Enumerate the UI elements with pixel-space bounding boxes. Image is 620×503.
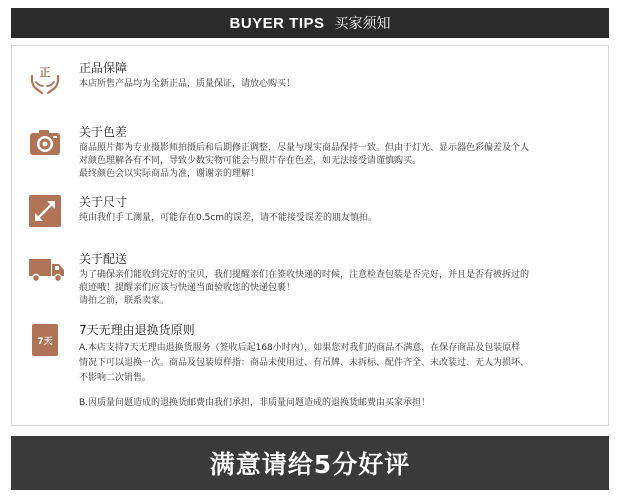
section-text-line: 最终颜色会以实际商品为准，谢谢亲的理解！ [79, 169, 260, 179]
section-text-line: A.本店支持7天无理由退换货服务（签收后起168小时内），如果您对我们的商品不满意，在保存商品及包装原样 [79, 343, 521, 353]
section-text: 本店所售产品均为全新正品，质量保证，请放心购买！ [79, 79, 296, 89]
buyer-tips-header [11, 8, 609, 38]
genuine-guarantee-icon [28, 62, 62, 96]
rating-banner-text: 满意请给5分好评 [209, 450, 411, 479]
resize-arrows-icon [28, 194, 62, 228]
rating-banner [11, 436, 609, 490]
camera-icon [28, 126, 62, 160]
section-text-line: 情况下可以退换一次。商品及包装原样指：商品未使用过、有吊牌、未拆标、配件齐全、未改装过、无人为损坏、 [79, 358, 530, 368]
section-title: 关于尺寸 [79, 195, 128, 209]
section-note: B.因质量问题造成的退换货邮费由我们承担，非质量问题造成的退换货邮费由买家承担！ [79, 398, 431, 408]
tips-panel [11, 45, 609, 426]
section-text: 纯由我们手工测量，可能存在0.5cm的误差，请不能接受误差的朋友慎拍。 [79, 213, 378, 223]
delivery-truck-icon [28, 255, 66, 289]
seven-day-icon-text: 7天 [37, 336, 53, 347]
section-title: 关于色差 [79, 125, 128, 139]
seven-day-return-icon [32, 324, 58, 356]
header-title-en: BUYER TIPS [229, 14, 325, 32]
section-title: 7天无理由退换货原则 [79, 323, 195, 337]
section-text-line: 不影响二次销售。 [79, 373, 152, 383]
header-title-cn: 买家须知 [334, 16, 391, 32]
section-title: 正品保障 [79, 61, 128, 75]
section-title: 关于配送 [79, 252, 128, 266]
section-text-line: 对颜色理解各有不同，导致少数实物可能会与照片存在色差，如无法接受请谨慎购买。 [79, 156, 422, 166]
section-text-line: 痕迹哦！提醒亲们应该与快递当面验收您的快递包裹！ [79, 283, 296, 293]
section-text-line: 请拍之前，联系卖家。 [79, 296, 170, 306]
section-text-line: 为了确保亲们能收到完好的宝贝，我们提醒亲们在签收快递的时候，注意检查包装是否完好，并且是否有被拆过的 [79, 270, 530, 280]
svg-text:正: 正 [39, 66, 51, 79]
section-text-line: 商品照片都为专业摄影师拍摄后和后期修正调整，尽量与现实商品保持一致。但由于灯光、显示器色彩偏差及个人 [79, 143, 530, 153]
